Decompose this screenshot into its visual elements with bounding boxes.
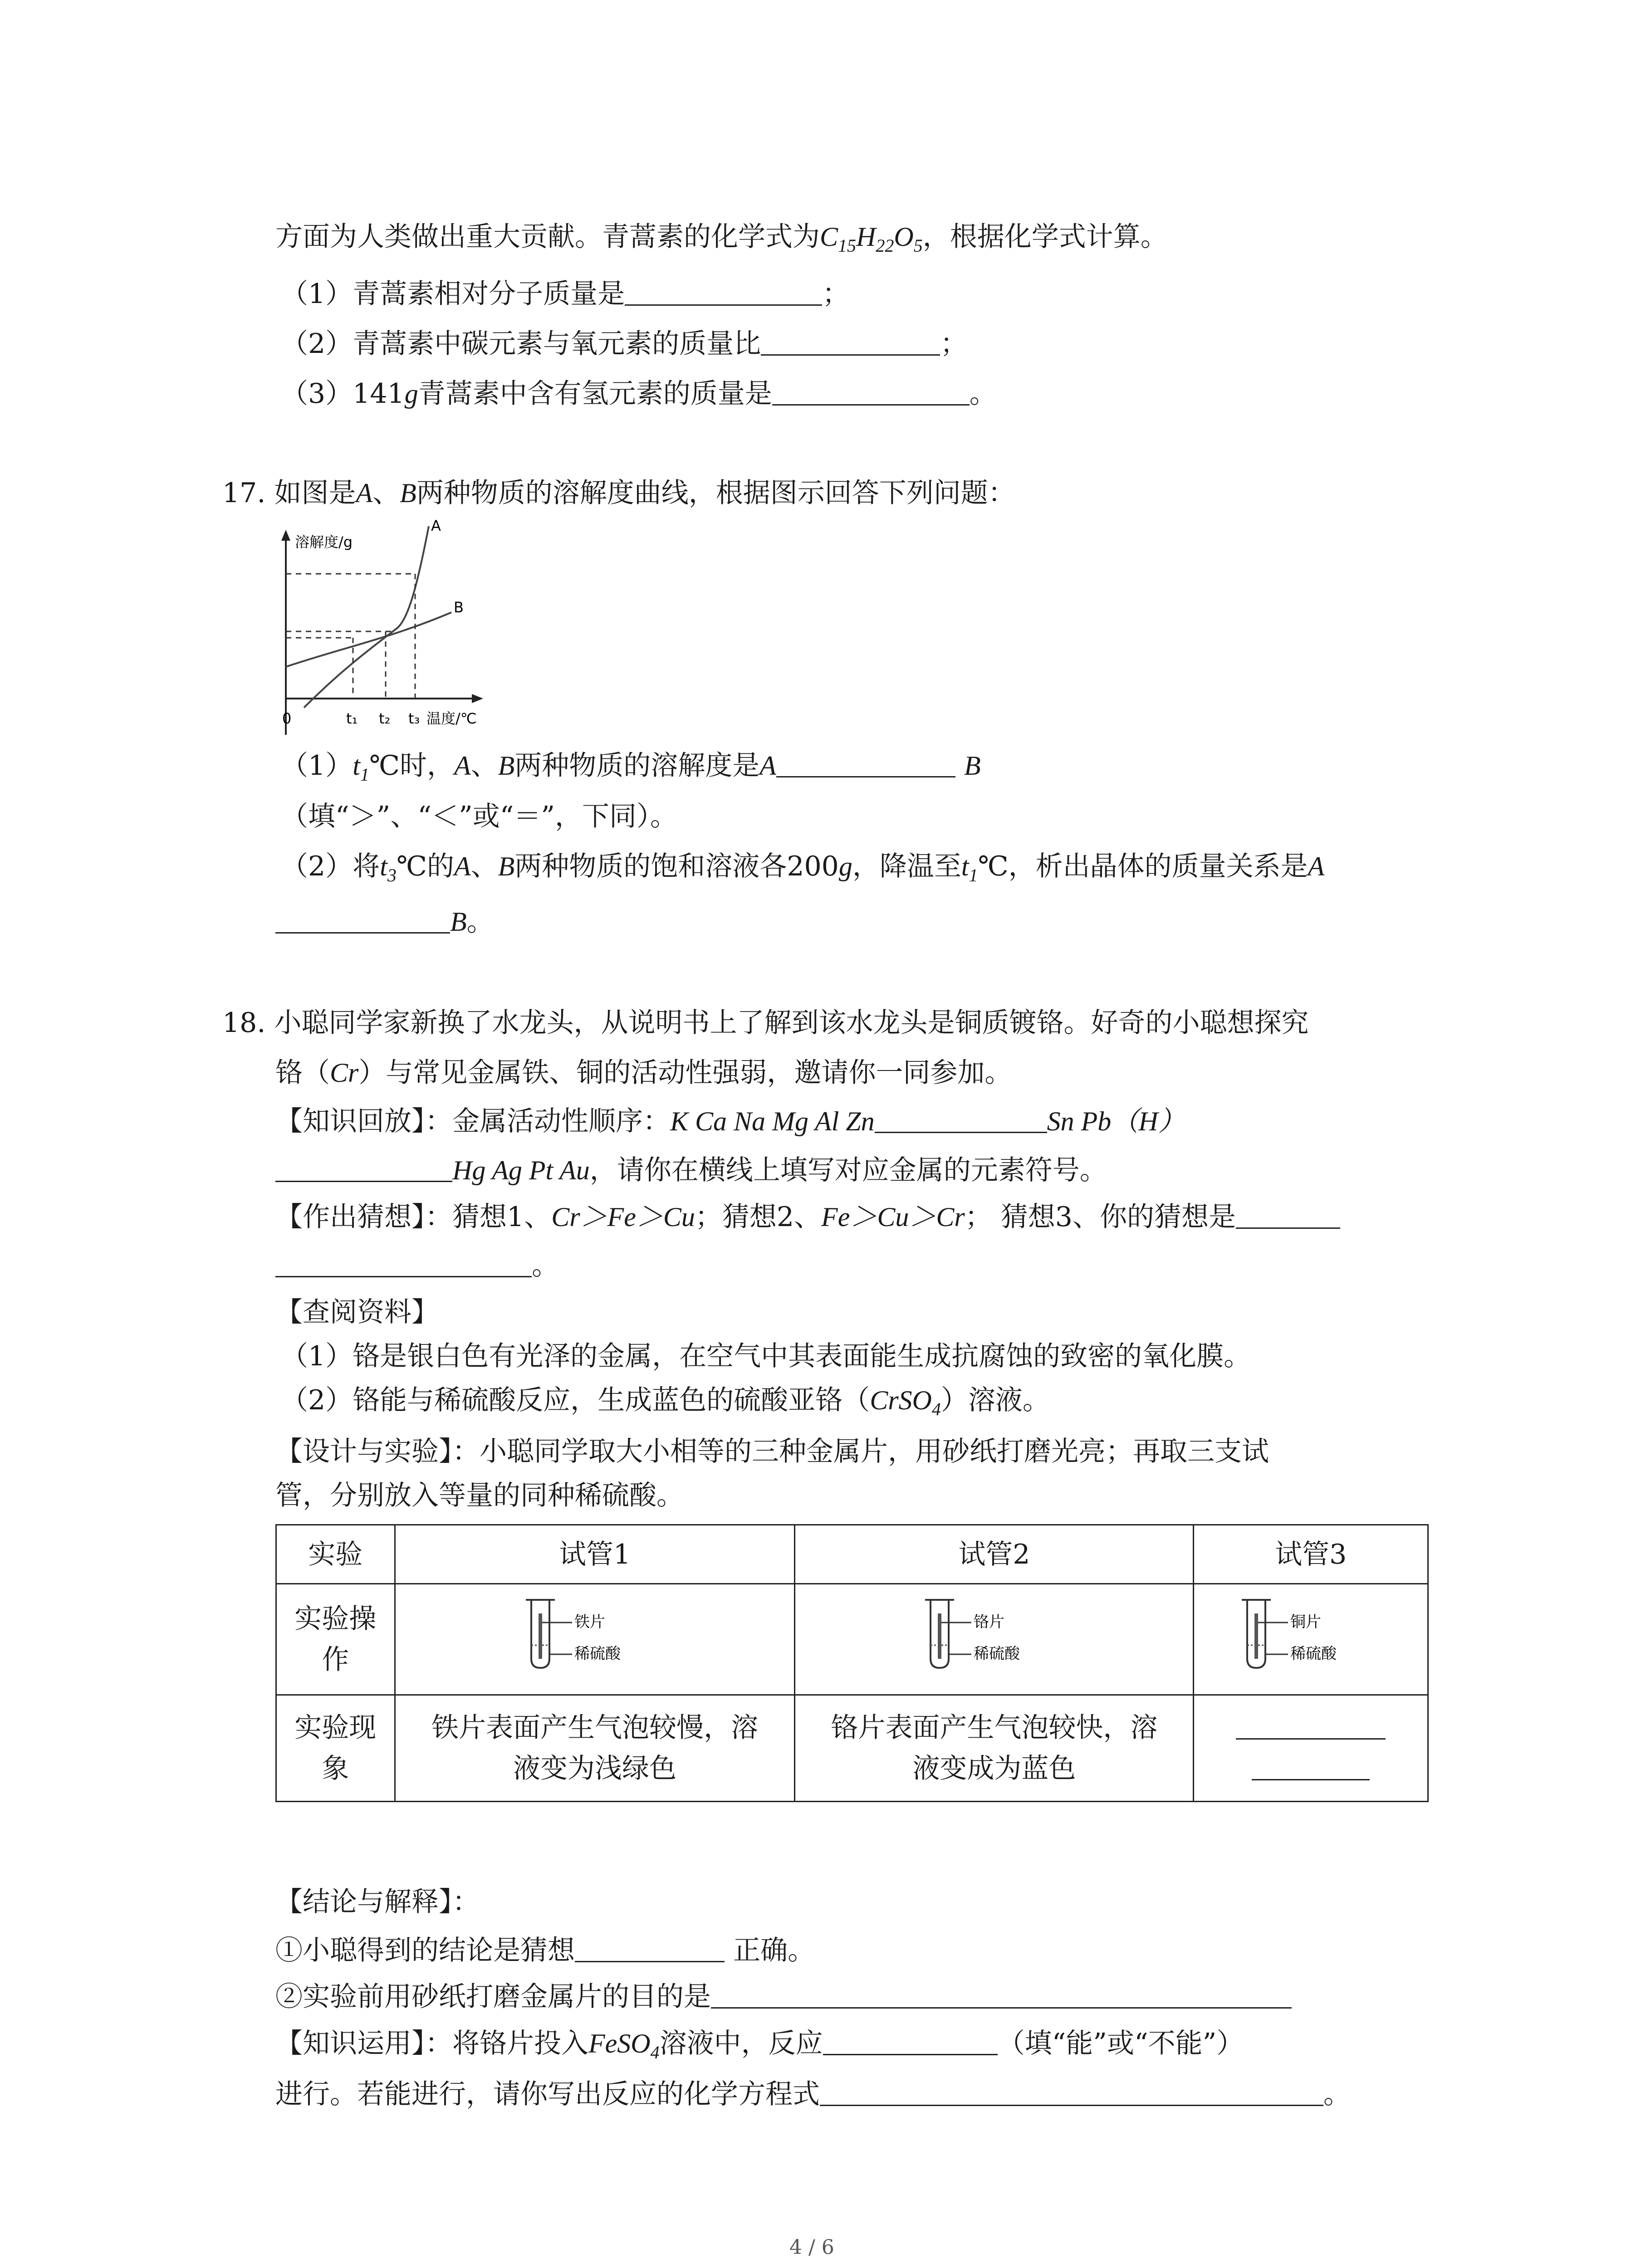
q16-part3 [281,376,997,412]
text: （填“＞”、“＜”或“＝”，下同）。 [281,801,678,832]
var: A [356,478,373,508]
text: （1） [281,750,353,782]
answer-blank[interactable] [625,277,822,306]
test-tube-1 [522,1595,667,1672]
tick-t2: t₂ [379,710,391,727]
text: 溶液中，反应 [659,2028,823,2059]
test-tube-3 [1238,1595,1383,1672]
text: （2）铬能与稀硫酸反应，生成蓝色的硫酸亚铬（ [281,1384,870,1416]
text: （2）青蒿素中碳元素与氧元素的质量比 [281,328,761,360]
text: ℃时， [369,750,454,782]
var: B [964,751,981,781]
answer-blank[interactable] [275,1249,532,1277]
text: （2）将 [281,850,380,882]
q18-guess-2 [275,1247,559,1284]
text: 、 [470,850,498,882]
row-label: 实验操 作 [276,1584,395,1695]
answer-blank[interactable] [1252,1752,1370,1780]
metal-sequence: K Ca Na Mg Al Zn [670,1106,875,1136]
text: 两种物质的溶解度曲线，根据图示回答下列问题： [416,477,1015,509]
y-axis-label: 溶解度/g [295,533,353,551]
x-axis-label: 温度/℃ [426,710,477,727]
metal-sequence: Sn Pb [1047,1106,1112,1136]
phenomenon-cell [1194,1695,1428,1802]
text: （3）141 [281,378,405,410]
q18-conclusion-2 [275,1979,1292,2015]
header-cell: 实验 [276,1525,395,1584]
q18-ref-title [275,1294,439,1330]
text: 方面为人类做出重大贡献。青蒿素的化学式为 [275,221,820,253]
t1: $t_1$ [961,851,978,885]
unit: g [404,379,418,409]
var: Fe＞Cu＞Cr [821,1202,965,1232]
text: ； [940,328,968,360]
var: B [450,907,467,937]
phenomenon-cell: 铁片表面产生气泡较慢，溶 液变为浅绿色 [395,1695,795,1802]
text: ①小聪得到的结论是猜想 [275,1935,575,1966]
t1: $t_1$ [353,751,369,785]
metal-label: 铜片 [1290,1613,1322,1631]
text: 。 [969,378,997,410]
text: 【设计与实验】：小聪同学取大小相等的三种金属片，用砂纸打磨光亮；再取三支试 [275,1436,1269,1467]
table-header-row [276,1525,1428,1584]
tube-cell [795,1584,1194,1695]
table-row-operation [276,1584,1428,1695]
q16-part2 [281,326,967,362]
text: 【结论与解释】： [275,1886,480,1918]
answer-blank[interactable] [1236,1200,1340,1229]
text: ；猜想2、 [695,1201,822,1233]
answer-blank[interactable] [575,1934,725,1962]
answer-blank[interactable] [875,1105,1047,1133]
unit: g [838,851,852,881]
q16-intro [275,219,1168,264]
q18-knowledge-1 [275,1103,1185,1139]
text: ②实验前用砂纸打磨金属片的目的是 [275,1981,711,2013]
test-tube-2 [921,1595,1067,1672]
page-number: 4 / 6 [789,2236,834,2259]
text: 【知识回放】：金属活动性顺序： [275,1105,670,1137]
text: 。 [532,1250,559,1281]
text: 两种物质的饱和溶液各200 [514,850,839,882]
tube-cell [1194,1584,1428,1695]
formula: $C_{15}H_{22}O_5$ [820,222,923,256]
origin-label: 0 [282,710,292,727]
row-label: 实验现 象 [276,1695,395,1802]
curve-a-label: A [431,517,441,534]
text: 正确。 [733,1935,815,1966]
answer-blank[interactable] [820,2077,1323,2106]
metal-sequence: Hg Ag Pt Au [452,1155,590,1185]
text: 【查阅资料】 [275,1296,439,1328]
solubility-chart [272,517,508,735]
var: Cr＞Fe＞Cu [551,1202,695,1232]
header-cell: 试管2 [795,1525,1194,1584]
var: Cr [330,1058,359,1088]
var: B [498,751,515,781]
text: ）与常见金属铁、铜的活动性强弱，邀请你一同参加。 [358,1057,1012,1089]
q17-stem [222,475,1015,511]
text: 、 [470,750,498,782]
text: ，请你在横线上填写对应金属的元素符号。 [589,1154,1107,1186]
formula: CrSO$_4$ [870,1385,941,1419]
header-cell: 试管3 [1194,1525,1428,1584]
q18-conclusion-1 [275,1932,815,1969]
var: B [400,478,416,508]
y-axis-arrow [281,530,290,541]
var: B [498,851,515,881]
q18-ref-2 [281,1382,1050,1427]
q18-ref-1 [281,1338,1251,1374]
text: ℃的 [396,850,454,882]
text: ，根据化学式计算。 [922,221,1168,253]
q18-design-1 [275,1433,1269,1470]
text: 。 [466,906,494,938]
text: ； 猜想3、你的猜想是 [965,1201,1236,1233]
text: ℃，析出晶体的质量关系是 [978,850,1308,882]
text: ； [822,278,850,310]
answer-blank[interactable] [1236,1711,1386,1740]
text: ）溶液。 [941,1384,1050,1416]
q18-knowledge-2 [275,1152,1107,1188]
x-axis-arrow [472,694,483,703]
text: 、 [372,477,400,509]
var: A [1308,851,1325,881]
table-row-phenomenon [276,1695,1428,1802]
var: A [454,751,471,781]
answer-blank[interactable] [275,905,450,934]
text: （1）青蒿素相对分子质量是 [281,278,625,310]
q18-stem-2 [275,1055,1012,1091]
q18-stem-1 [222,1005,1309,1041]
t3: $t_3$ [380,851,397,885]
metal-sequence: （H） [1111,1106,1185,1136]
answer-blank[interactable] [772,377,970,406]
q17-note [281,798,677,835]
text: 铬（ [275,1057,330,1089]
text: 两种物质的溶解度是 [514,750,760,782]
text: 【知识运用】：将铬片投入 [275,2028,588,2059]
experiment-table [275,1524,1429,1802]
q18-guess-1 [275,1199,1340,1235]
curve-b [286,612,451,667]
text: ，降温至 [852,850,961,882]
tick-t1: t₁ [346,710,358,727]
var: A [759,751,776,781]
q16-part1 [281,276,849,312]
q18-design-2 [275,1477,684,1514]
answer-blank[interactable] [761,327,940,356]
answer-blank[interactable] [711,1980,1292,2009]
text: 18. 小聪同学家新换了水龙头，从说明书上了解到该水龙头是铜质镀铬。好奇的小聪想探究 [222,1007,1309,1039]
acid-label: 稀硫酸 [1290,1644,1337,1663]
answer-blank[interactable] [776,749,955,777]
text: 【作出猜想】：猜想1、 [275,1201,552,1233]
text: 青蒿素中含有氢元素的质量是 [418,378,772,410]
q18-application-2 [275,2076,1351,2112]
text: （填“能”或“不能”） [997,2028,1244,2059]
acid-label: 稀硫酸 [574,1644,621,1663]
text: 管，分别放入等量的同种稀硫酸。 [275,1480,684,1511]
text: 17. 如图是 [222,477,356,509]
text: 进行。若能进行，请你写出反应的化学方程式 [275,2078,820,2110]
header-cell: 试管1 [395,1525,795,1584]
var: A [454,851,471,881]
q17-part2 [281,848,1324,894]
answer-blank[interactable] [823,2027,998,2055]
q18-application-1 [275,2025,1244,2071]
formula: FeSO$_4$ [588,2028,660,2063]
q17-part2-cont [275,904,494,940]
phenomenon-cell: 铬片表面产生气泡较快，溶 液变成为蓝色 [795,1695,1194,1802]
text: （1）铬是银白色有光泽的金属，在空气中其表面能生成抗腐蚀的致密的氧化膜。 [281,1340,1251,1372]
metal-label: 铬片 [974,1613,1005,1631]
curve-b-label: B [454,599,464,616]
answer-blank[interactable] [275,1154,452,1182]
tick-t3: t₃ [408,710,420,727]
acid-label: 稀硫酸 [974,1644,1020,1663]
text: 。 [1323,2078,1351,2110]
metal-label: 铁片 [574,1613,606,1631]
curve-a [304,526,429,708]
tube-cell [395,1584,795,1695]
q18-conclusion-title [275,1884,480,1920]
q17-part1 [281,748,981,793]
